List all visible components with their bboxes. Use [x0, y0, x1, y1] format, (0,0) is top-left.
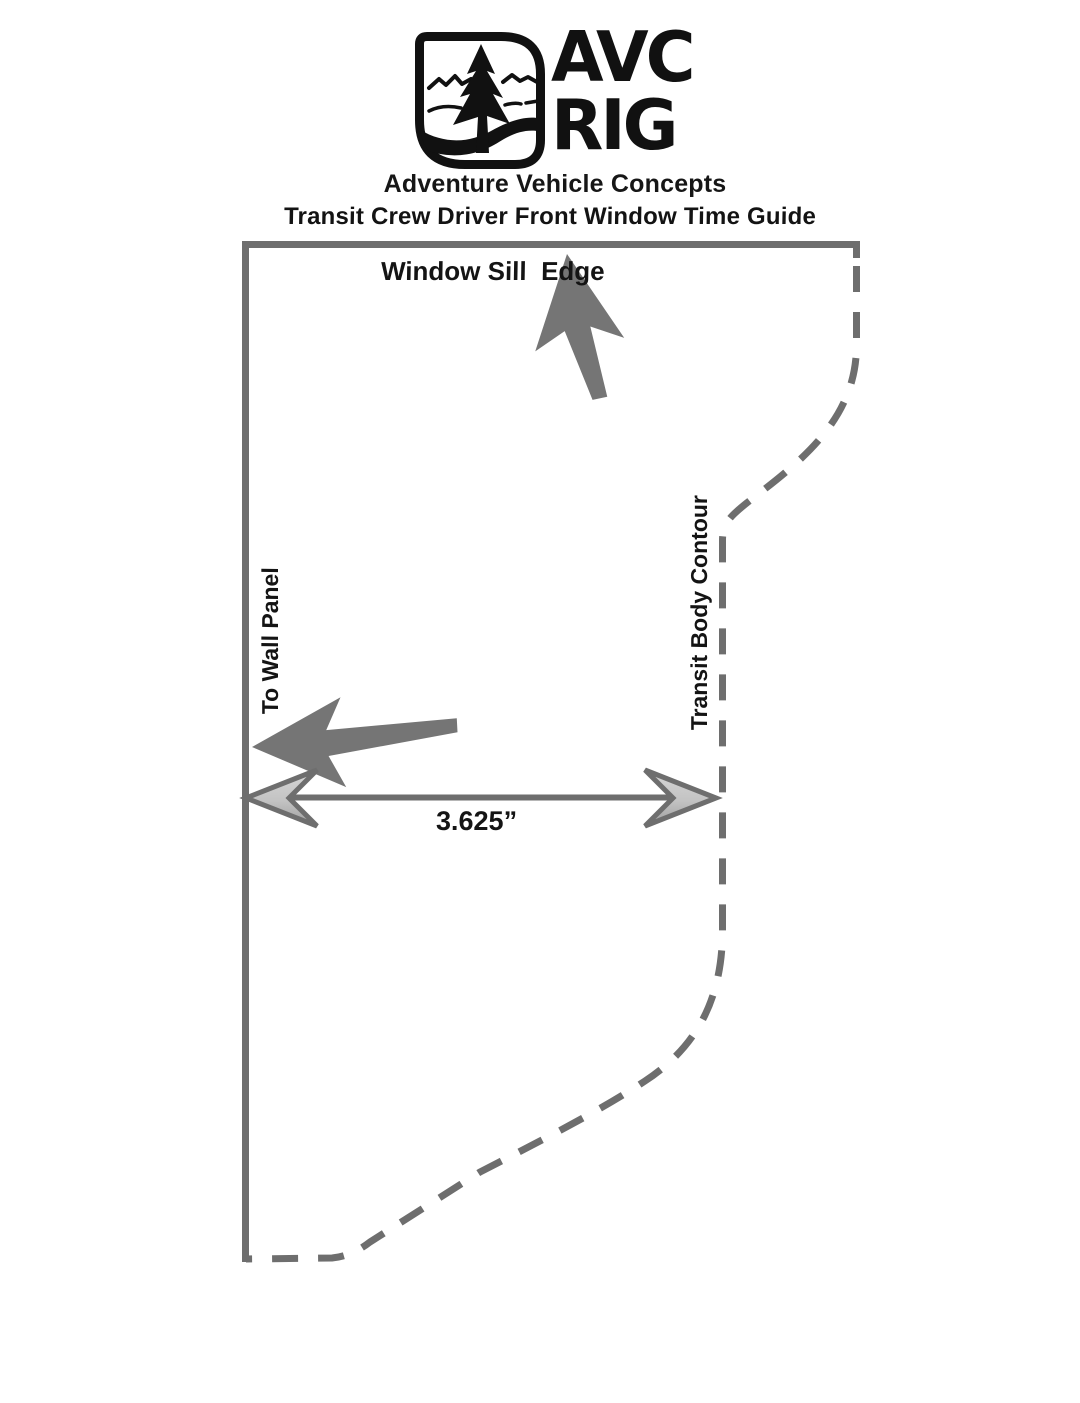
transit-body-contour-label: Transit Body Contour [686, 494, 712, 731]
body-contour-dashed-line [246, 266, 857, 1259]
to-wall-panel-label: To Wall Panel [257, 567, 283, 715]
brand-line-avc: AVC [551, 17, 693, 99]
page-title: Transit Crew Driver Front Window Time Guide [283, 203, 817, 230]
brand-tagline: Adventure Vehicle Concepts [383, 170, 727, 198]
window-sill-edge-label: Window Sill Edge [380, 256, 605, 286]
brand-line-rig: RIG [551, 85, 676, 167]
dimension-value-label: 3.625” [435, 806, 518, 836]
